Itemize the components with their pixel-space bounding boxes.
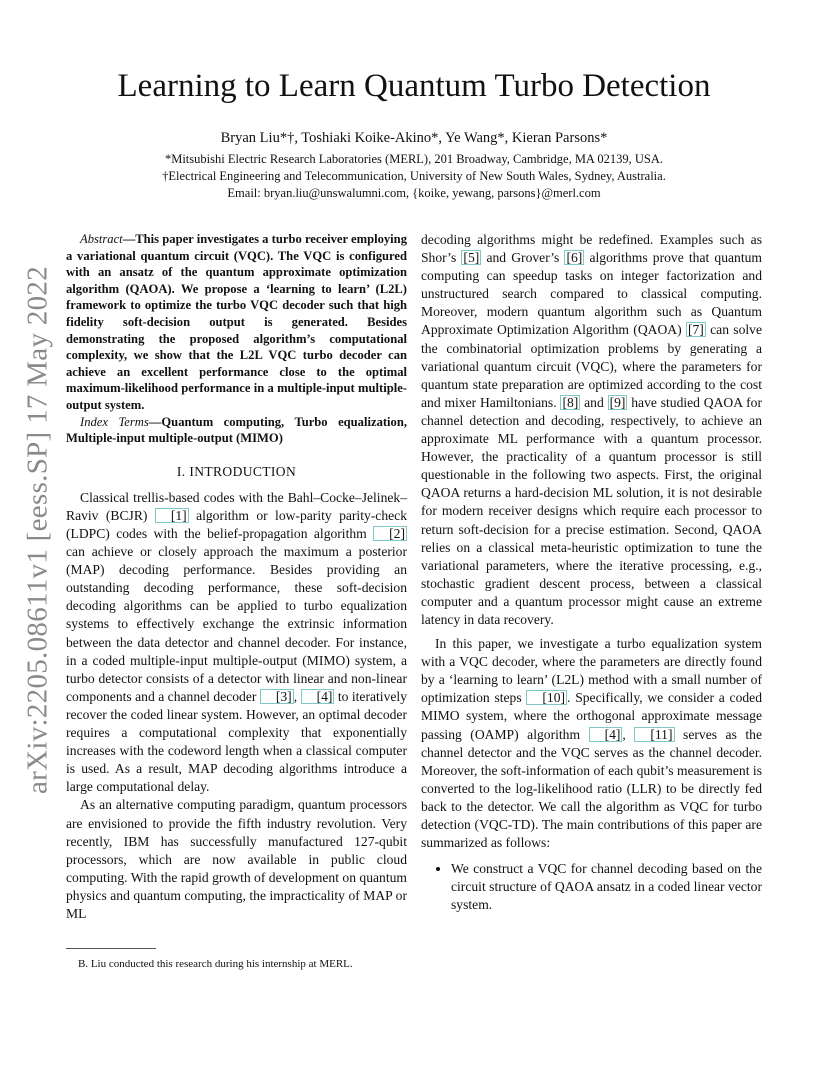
right-column bbox=[421, 231, 762, 914]
abstract-text: —This paper investigates a turbo receiver employing a variational quantum circuit (VQC). The VQC is configured with an ansatz of the quantum approximate optimization algorithm (QAOA). We propose a ‘learning to learn’ (L2L) framework to optimize the turbo VQC decoder such that high fidelity soft-decision output is generated. Besides demonstrating the proposed algorithm’s computational complexity, we show that the L2L VQC turbo decoder can achieve an excellent performance close to the optimal maximum-likelihood performance in a multiple-input multiple-output system. bbox=[66, 232, 407, 412]
left-column bbox=[66, 231, 407, 923]
index-terms-label: Index Terms bbox=[80, 414, 149, 429]
abstract bbox=[66, 231, 407, 414]
paragraph: As an alternative computing paradigm, quantum processors are envisioned to provide the fifth industry revolution. Very recently, IBM has successfully manufactured 127-qubit processors, which are now available in public cloud computing. With the rapid growth of development on quantum physics and quantum computing, the impracticality of MAP or ML bbox=[66, 797, 407, 921]
citation-link[interactable]: [2] bbox=[373, 526, 407, 541]
footnote-divider bbox=[66, 948, 156, 949]
citation-link[interactable]: [7] bbox=[687, 322, 704, 338]
paper-title: Learning to Learn Quantum Turbo Detection bbox=[117, 68, 711, 104]
paragraph-text: algorithm or low-parity parity-check (LDPC) codes with the belief-propagation algorithm bbox=[66, 507, 407, 541]
abstract-label: Abstract bbox=[80, 232, 123, 246]
author-emails: Email: bryan.liu@unswalumni.com, {koike, yewang, parsons}@merl.com bbox=[227, 186, 601, 200]
citation-link[interactable]: [3] bbox=[260, 689, 294, 704]
paragraph-text: In this paper, we investigate a turbo equalization system with a VQC decoder, where the parameters are directly found by a ‘learning to learn’ (L2L) method with a small number of optimization steps bbox=[421, 636, 762, 706]
paragraph-text: serves as the channel detector and the VQC serves as the channel decoder. Moreover, the soft-information of each qubit’s measurement is converted to the log-likelihood ratio (LLR) to be directly fed back to the detector. We call the algorithm as VQC for turbo detection (VQC-TD). The main contributions of this paper are summarized as follows: bbox=[421, 726, 763, 851]
paragraph-text: decoding algorithms might be redefined. Examples such as Shor’s bbox=[421, 232, 762, 266]
paragraph bbox=[421, 231, 762, 629]
citation-link[interactable]: [11] bbox=[634, 727, 674, 742]
paragraph-text: and Grover’s bbox=[481, 250, 565, 266]
citation-link[interactable]: [1] bbox=[155, 508, 189, 523]
paragraph-text: and bbox=[580, 394, 608, 410]
index-terms-text: —Quantum computing, Turbo equalization, Multiple-input multiple-output (MIMO) bbox=[66, 414, 408, 446]
index-terms bbox=[66, 414, 407, 447]
citation-link[interactable]: [6] bbox=[566, 250, 583, 266]
footnote: B. Liu conducted this research during his internship at MERL. bbox=[78, 958, 353, 970]
paragraph-text: algorithms prove that quantum computing can speedup tasks on integer factorization and unstructured search compared to classical computing. Moreover, modern quantum algorithm such as Quantum Approximate Optimization Algorithm (QAOA) bbox=[421, 250, 762, 338]
citation-link[interactable]: [4] bbox=[301, 689, 335, 704]
paragraph-text: have studied QAOA for channel detection and decoding, respectively, to achieve an approximate ML performance with a quantum processor. However, the practicality of a quantum processor is still questionable in the following two aspects. First, the original QAOA returns a hard-decision ML solution, it is not desirable for modern receiver designs which require each processor to return soft-decision for a precise estimation. Second, QAOA relies on a classical meta-heuristic optimization to tune the variational parameters, where the iterative processing, e.g., stochastic gradient descent process, between a classical computer and a quantum processor might cause an extreme latency in data recovery. bbox=[421, 394, 762, 627]
citation-link[interactable]: [10] bbox=[526, 690, 567, 705]
arxiv-sidebar bbox=[18, 265, 58, 795]
paragraph-text: , bbox=[293, 688, 301, 704]
paragraph-text: can solve the combinatorial optimization problems by generating a variational quantum circuit (VQC), where the parameters for quantum state preparation are optimized according to the cost and mixer Hamiltonians. bbox=[421, 322, 763, 410]
citation-link[interactable]: [4] bbox=[589, 727, 623, 742]
affiliation-merl: *Mitsubishi Electric Research Laboratories (MERL), 201 Broadway, Cambridge, MA 02139, USA. bbox=[164, 152, 664, 166]
paragraph bbox=[66, 489, 407, 797]
paragraph-text: . Specifically, we consider a coded MIMO system, where the orthogonal approximate message passing (OAMP) algorithm bbox=[421, 690, 762, 742]
citation-link[interactable]: [5] bbox=[463, 250, 480, 266]
contributions-list bbox=[421, 860, 762, 914]
list-item: • We construct a VQC for channel decoding based on the circuit structure of QAOA ansatz in a coded linear vector system. bbox=[451, 860, 762, 914]
paragraph bbox=[421, 635, 762, 852]
citation-link[interactable]: [8] bbox=[562, 394, 579, 410]
citation-link[interactable]: [9] bbox=[609, 394, 626, 410]
affiliation-unsw: †Electrical Engineering and Telecommunication, University of New South Wales, Sydney, Australia. bbox=[162, 169, 666, 183]
paragraph-text: can achieve or closely approach the maximum a posterior (MAP) decoding performance. Besides providing an outstanding decoding performance, these soft-decision decoding algorithms can be applied to turbo equalization systems to effectively exchange the extrinsic information between the data detector and channel decoder. For instance, in a coded multiple-input multiple-output (MIMO) system, a turbo detector consists of a detector with linear and non-linear components and a channel decoder bbox=[66, 544, 407, 704]
paragraph-text: Classical trellis-based codes with the Bahl–Cocke–Jelinek–Raviv (BCJR) bbox=[66, 489, 407, 523]
section-heading: I. INTRODUCTION bbox=[176, 463, 297, 479]
arxiv-identifier: arXiv:2205.08611v1 [eess.SP] 17 May 2022 bbox=[21, 265, 54, 795]
paragraph-text: , bbox=[622, 726, 635, 742]
author-list: Bryan Liu*†, Toshiaki Koike-Akino*, Ye Wang*, Kieran Parsons* bbox=[220, 130, 608, 146]
paragraph-text: to iteratively recover the coded linear system. However, an optimal decoder requires a computational complexity that exponentially increases with the codeword length when a classical computer is used. As a result, MAP decoding algorithms introduce a large computational delay. bbox=[66, 688, 407, 795]
